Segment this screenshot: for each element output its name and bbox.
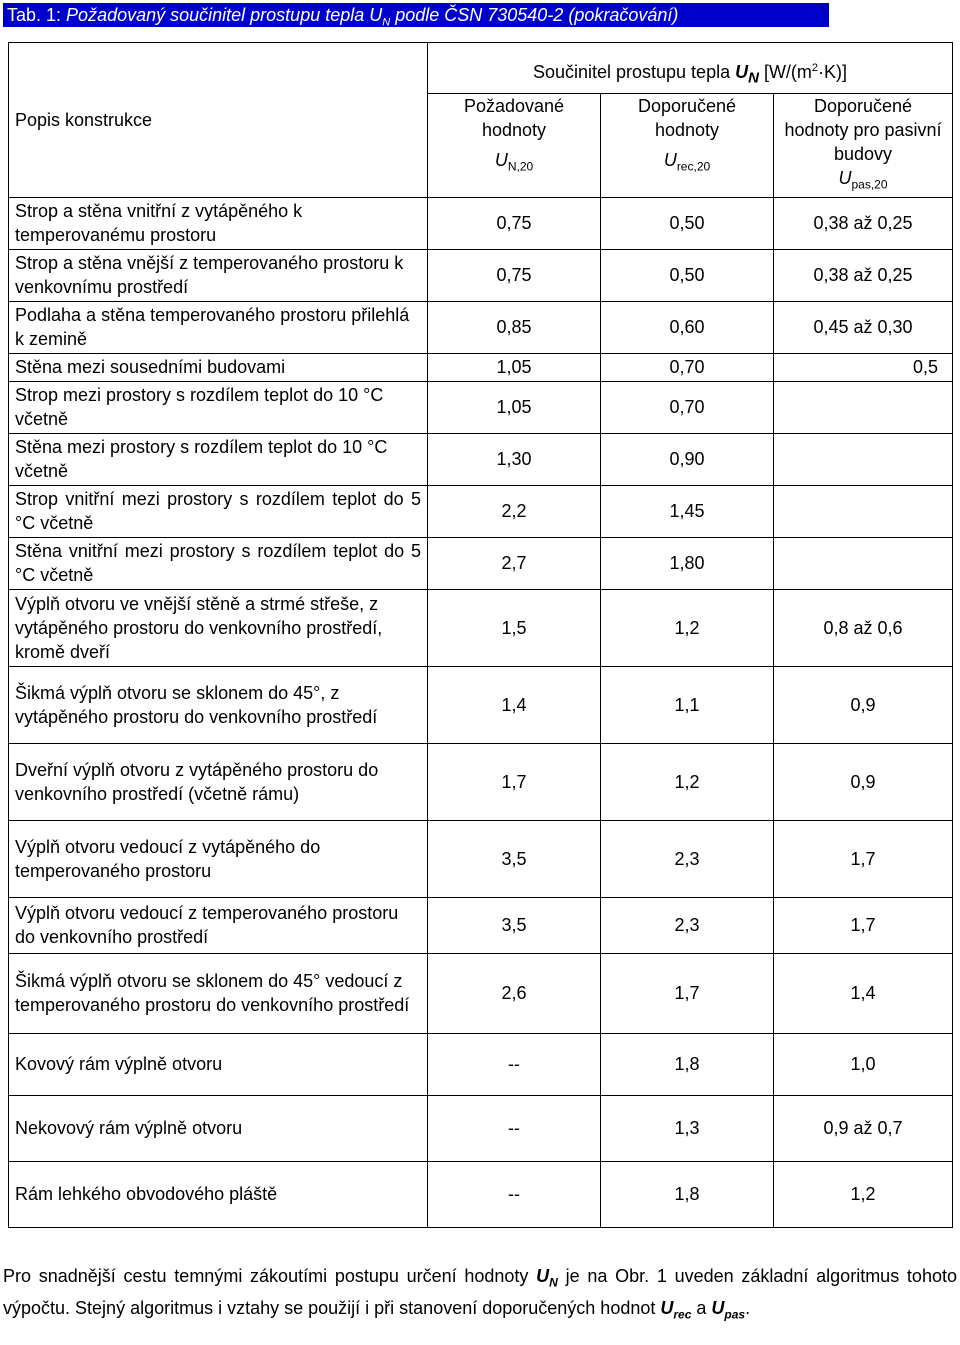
row-passive-value: [774, 381, 953, 433]
row-recommended-value: 1,7: [601, 953, 774, 1033]
row-required-value: 3,5: [428, 897, 601, 953]
row-recommended-value: 0,70: [601, 353, 774, 381]
u-value-table: [8, 42, 953, 1228]
row-passive-value: 1,7: [774, 897, 953, 953]
row-passive-value: 0,45 až 0,30: [774, 301, 953, 353]
caption-prefix: Tab. 1:: [7, 5, 67, 25]
row-required-value: 2,6: [428, 953, 601, 1033]
header-required: [428, 94, 601, 198]
row-passive-value: [774, 485, 953, 537]
header-recommended: [601, 94, 774, 198]
header-description: Popis konstrukce: [9, 43, 428, 198]
table-row: [9, 197, 953, 249]
row-required-value: 2,2: [428, 485, 601, 537]
footer-text-2: je na Obr. 1 uveden základní algoritmus tohoto výpočtu. Stejný algoritmus i vztahy se použijí i při stanovení doporučených hodnot: [3, 1266, 957, 1318]
table-row: [9, 485, 953, 537]
caption-title-pre: Požadovaný součinitel prostupu tepla U: [66, 5, 383, 25]
row-required-value: --: [428, 1033, 601, 1095]
row-passive-value: 0,5: [774, 353, 953, 381]
row-description: Dveřní výplň otvoru z vytápěného prostoru do venkovního prostředí (včetně rámu): [9, 743, 428, 820]
footer-symbol-upas-sub: pas: [724, 1307, 746, 1322]
row-passive-value: 1,7: [774, 820, 953, 897]
footer-symbol-urec: U: [660, 1297, 674, 1318]
row-description: Rám lehkého obvodového pláště: [9, 1161, 428, 1227]
table-row: [9, 353, 953, 381]
row-description: Výplň otvoru ve vnější stěně a strmé střeše, z vytápěného prostoru do venkovního prostředí, kromě dveří: [9, 589, 428, 666]
table-row: [9, 1095, 953, 1161]
row-description: Stěna vnitřní mezi prostory s rozdílem teplot do 5 °C včetně: [9, 537, 428, 589]
row-required-value: 1,4: [428, 666, 601, 743]
row-recommended-value: 1,2: [601, 589, 774, 666]
header-group: [428, 43, 953, 94]
row-passive-value: [774, 433, 953, 485]
table-row: [9, 743, 953, 820]
table-row: [9, 381, 953, 433]
row-description: Výplň otvoru vedoucí z vytápěného do temperovaného prostoru: [9, 820, 428, 897]
row-passive-value: 0,38 až 0,25: [774, 197, 953, 249]
row-description: Stěna mezi sousedními budovami: [9, 353, 428, 381]
group-unit-post: ·K)]: [818, 62, 848, 83]
footer-symbol-un-sub: N: [549, 1275, 558, 1290]
row-required-value: 0,75: [428, 249, 601, 301]
row-recommended-value: 0,70: [601, 381, 774, 433]
row-recommended-value: 2,3: [601, 820, 774, 897]
row-required-value: --: [428, 1095, 601, 1161]
header-passive-label: Doporučené hodnoty pro pasivní budovy: [784, 96, 942, 164]
row-passive-value: [774, 537, 953, 589]
row-recommended-value: 1,1: [601, 666, 774, 743]
row-passive-value: 0,9: [774, 666, 953, 743]
row-description: Strop mezi prostory s rozdílem teplot do 10 °C včetně: [9, 381, 428, 433]
row-description: Kovový rám výplně otvoru: [9, 1033, 428, 1095]
row-recommended-value: 0,50: [601, 249, 774, 301]
table-row: [9, 1161, 953, 1227]
row-description: Strop vnitřní mezi prostory s rozdílem teplot do 5 °C včetně: [9, 485, 428, 537]
row-required-value: 2,7: [428, 537, 601, 589]
caption-title-sub: N: [382, 16, 391, 29]
row-passive-value: 0,9 až 0,7: [774, 1095, 953, 1161]
row-recommended-value: 2,3: [601, 897, 774, 953]
caption-title: [66, 5, 679, 29]
header-required-label: Požadované hodnoty: [463, 96, 565, 140]
row-description: Šikmá výplň otvoru se sklonem do 45° vedoucí z temperovaného prostoru do venkovního prostředí: [9, 953, 428, 1033]
row-required-value: 3,5: [428, 820, 601, 897]
row-passive-value: 1,0: [774, 1033, 953, 1095]
row-required-value: 1,7: [428, 743, 601, 820]
header-passive: [774, 94, 953, 198]
row-required-value: 1,5: [428, 589, 601, 666]
row-description: Podlaha a stěna temperovaného prostoru přilehlá k zemině: [9, 301, 428, 353]
row-required-value: 1,30: [428, 433, 601, 485]
group-unit-sup: 2: [811, 62, 819, 75]
group-text: Součinitel prostupu tepla: [532, 62, 736, 83]
row-required-value: 1,05: [428, 381, 601, 433]
row-description: Šikmá výplň otvoru se sklonem do 45°, z vytápěného prostoru do venkovního prostředí: [9, 666, 428, 743]
footer-symbol-un: U: [536, 1266, 550, 1286]
row-required-value: 0,85: [428, 301, 601, 353]
footer-text-1: Pro snadnější cestu temnými zákoutími postupu určení hodnoty: [3, 1266, 537, 1286]
table-row: [9, 537, 953, 589]
row-passive-value: 0,38 až 0,25: [774, 249, 953, 301]
footer-text-4: .: [745, 1297, 751, 1318]
caption-title-post: podle ČSN 730540-2 (pokračování): [390, 5, 679, 25]
header-passive-symbol: $U_{pas,20}$: [838, 168, 888, 192]
table-row: [9, 897, 953, 953]
table-row: [9, 666, 953, 743]
row-passive-value: 1,4: [774, 953, 953, 1033]
row-recommended-value: 1,45: [601, 485, 774, 537]
row-description: Strop a stěna vnější z temperovaného prostoru k venkovnímu prostředí: [9, 249, 428, 301]
footer-symbol-upas: U: [711, 1297, 725, 1318]
table-row: [9, 301, 953, 353]
row-passive-value: 0,9: [774, 743, 953, 820]
row-recommended-value: 1,8: [601, 1161, 774, 1227]
table-row: [9, 1033, 953, 1095]
row-recommended-value: 0,90: [601, 433, 774, 485]
row-description: Strop a stěna vnitřní z vytápěného k temperovanému prostoru: [9, 197, 428, 249]
row-required-value: 1,05: [428, 353, 601, 381]
footer-paragraph: [3, 1264, 957, 1327]
row-required-value: --: [428, 1161, 601, 1227]
table-row: [9, 820, 953, 897]
group-symbol-sub: N: [748, 70, 759, 87]
table-row: [9, 953, 953, 1033]
row-recommended-value: 1,8: [601, 1033, 774, 1095]
row-description: Nekovový rám výplně otvoru: [9, 1095, 428, 1161]
table-row: [9, 589, 953, 666]
row-recommended-value: 1,3: [601, 1095, 774, 1161]
header-required-symbol: $U_{N,20}$: [494, 150, 534, 174]
row-recommended-value: 1,2: [601, 743, 774, 820]
footer-symbol-urec-sub: rec: [673, 1307, 692, 1322]
group-symbol: U: [735, 62, 749, 83]
group-unit-pre: [W/(m: [758, 62, 812, 83]
header-recommended-label: Doporučené hodnoty: [637, 96, 737, 140]
row-passive-value: 0,8 až 0,6: [774, 589, 953, 666]
row-description: Výplň otvoru vedoucí z temperovaného prostoru do venkovního prostředí: [9, 897, 428, 953]
row-passive-value: 1,2: [774, 1161, 953, 1227]
table-row: [9, 249, 953, 301]
row-recommended-value: 1,80: [601, 537, 774, 589]
row-description: Stěna mezi prostory s rozdílem teplot do 10 °C včetně: [9, 433, 428, 485]
header-recommended-symbol: $U_{rec,20}$: [663, 150, 711, 174]
row-recommended-value: 0,60: [601, 301, 774, 353]
row-required-value: 0,75: [428, 197, 601, 249]
table-row: [9, 433, 953, 485]
row-recommended-value: 0,50: [601, 197, 774, 249]
footer-text-3: a: [691, 1297, 712, 1318]
table-caption: [3, 3, 829, 27]
